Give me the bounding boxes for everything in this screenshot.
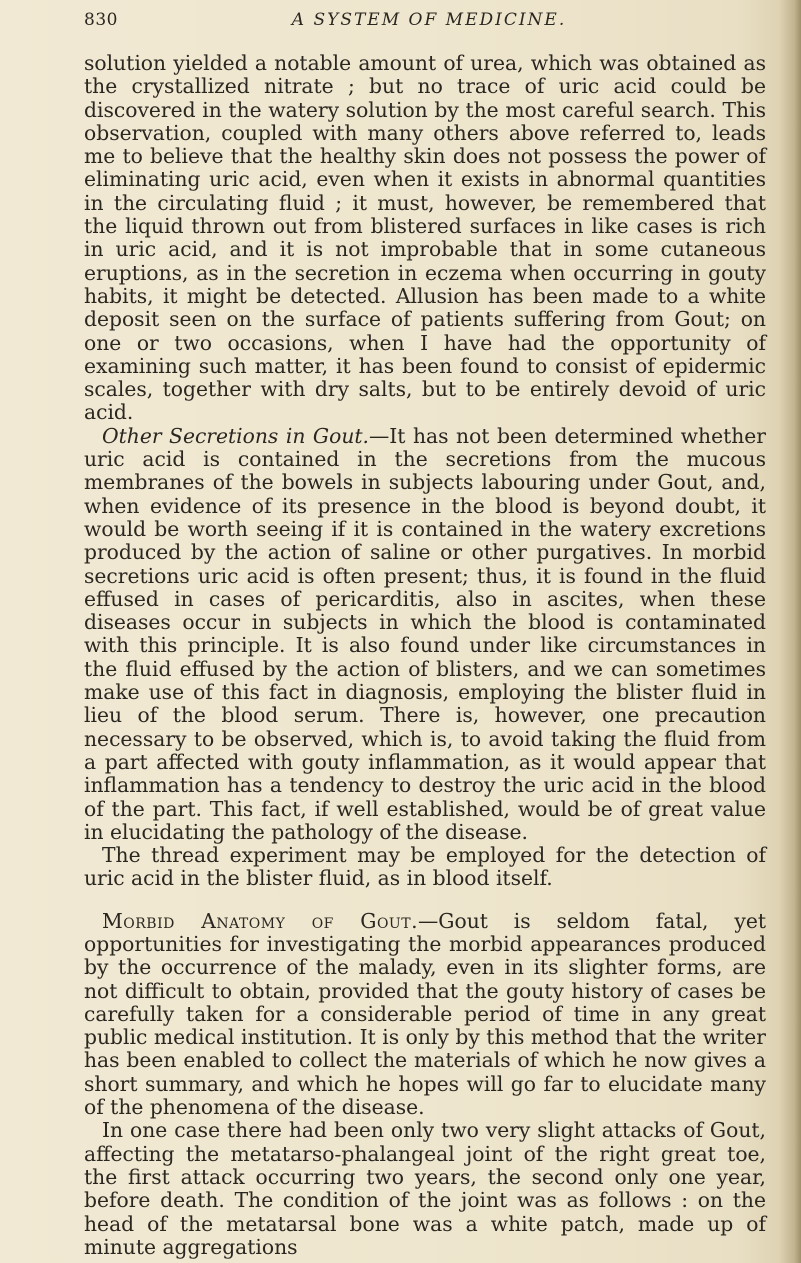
paragraph-text: —It has not been determined whether uric acid is contained in the secretions from the mucous membranes of the bowels in subjects labouring under Gout, and, when evidence of its presence in the blood is beyond doubt, it would be worth seeing if it is contained in the watery excretions produced by the action of saline or other purgatives. In morbid secretions uric acid is often present; thus, it is found in the fluid effused in cases of pericarditis, also in ascites, when these diseases occur in subjects in which the blood is contaminated with this principle. It is also found under like circumstances in the fluid effused by the action of blisters, and we can sometimes make use of this fact in diagnosis, employing the blister fluid in lieu of the blood serum. There is, however, one precaution necessary to be observed, which is, to avoid taking the fluid from a part affected with gouty inflammation, as it would appear that inflammation has a tendency to destroy the uric acid in the blood of the part. This fact, if well established, would be of great value in elucidating the pathology of the disease. [84,423,766,844]
paragraph [84,1119,766,1259]
running-title: A SYSTEM OF MEDICINE. [291,10,567,30]
paragraph-morbid-anatomy [84,910,766,1120]
paragraph [84,844,766,891]
paragraph-text: The thread experiment may be employed for the detection of uric acid in the blister fluid, as in blood itself. [84,843,766,891]
paragraph-text: —Gout is seldom fatal, yet opportunities for investigating the morbid appearances produced by the occurrence of the malady, even in its slighter forms, are not difficult to obtain, provided that the gouty history of cases be carefully taken for a considerable period of time in any great public medical institution. It is only by this method that the writer has been enabled to collect the materials of which he now gives a short summary, and which he hopes will go far to elucidate many of the phenomena of the disease. [84,908,766,1120]
section-heading: Morbid Anatomy of Gout. [102,908,419,933]
page-edge-shadow [779,0,801,1263]
paragraph [84,52,766,425]
page-number: 830 [84,10,118,30]
paragraph-text: solution yielded a notable amount of urea, which was obtained as the crystallized nitrate ; but no trace of uric acid could be discovered in the watery solution by the most careful search. This observation, coupled with many others above referred to, leads me to believe that the healthy skin does not possess the power of eliminating uric acid, even when it exists in abnormal quantities in the circulating fluid ; it must, however, be remembered that the liquid thrown out from blistered surfaces in like cases is rich in uric acid, and it is not improbable that in some cutaneous eruptions, as in the secretion in eczema when occurring in gouty habits, it might be detected. Allusion has been made to a white deposit seen on the surface of patients suffering from Gout; on one or two occasions, when I have had the opportunity of examining such matter, it has been found to consist of epidermic scales, together with dry salts, but to be entirely devoid of uric acid. [84,51,766,425]
page-header [84,4,774,38]
paragraph-other-secretions [84,425,766,844]
paragraph-text: In one case there had been only two very slight attacks of Gout, affecting the metatarso-phalangeal joint of the right great toe, the first attack occurring two years, the second only one year, before death. The condition of the joint was as follows : on the head of the metatarsal bone was a white patch, made up of minute aggregations [84,1118,766,1259]
section-heading: Other Secretions in Gout. [102,423,369,448]
body-text [84,52,766,1259]
